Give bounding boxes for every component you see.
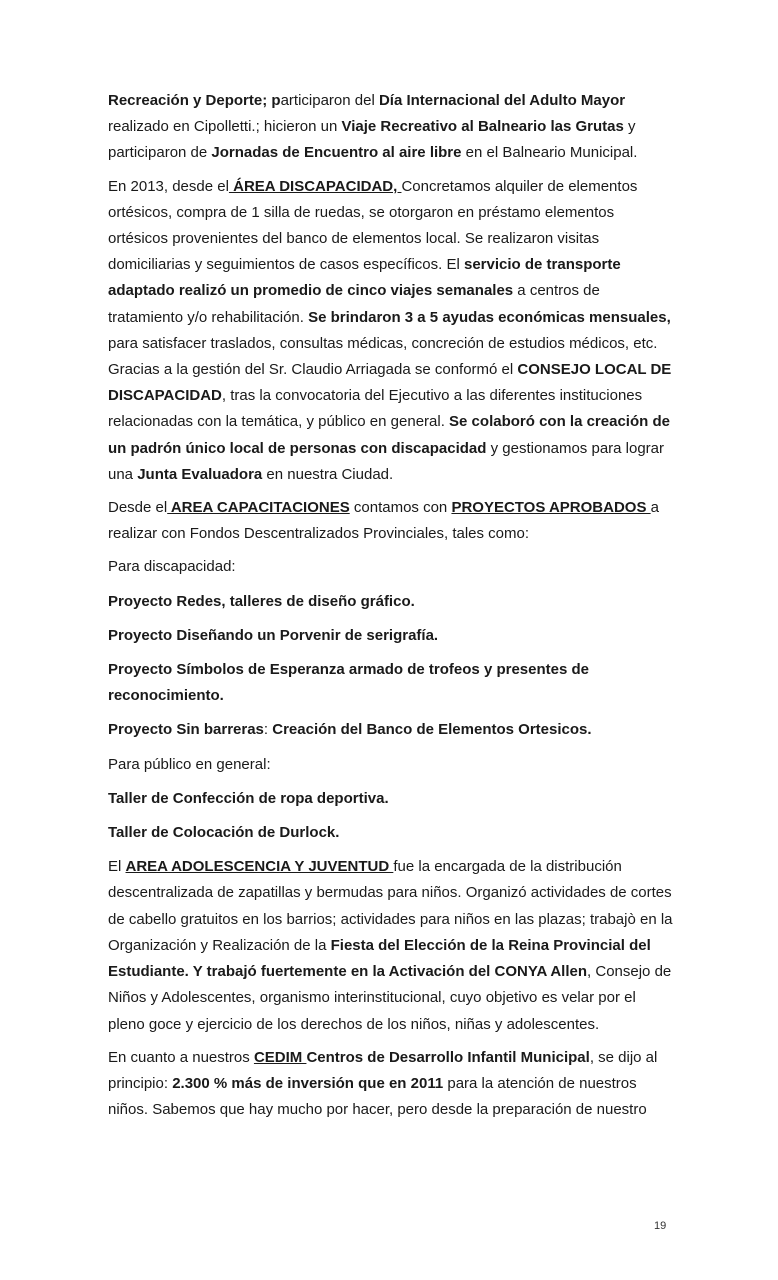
section-heading-adolescencia: AREA ADOLESCENCIA Y JUVENTUD (125, 858, 394, 876)
bold-text: Centros de Desarrollo Infantil Municipal (306, 1048, 590, 1066)
project-item (108, 717, 674, 743)
paragraph-adolescencia (108, 854, 674, 1037)
text: : (263, 721, 273, 739)
text: Concretamos alquiler de elementos ortésicos, compra de 1 silla de ruedas, se otorgaron en préstamo elementos ortésicos provenientes del banco de elementos local. Se realizaron visitas domiciliarias y seguimientos de casos específicos. El (108, 177, 638, 274)
list-heading-publico: Para público en general: (108, 755, 271, 773)
text: En 2013, desde el (108, 177, 229, 195)
paragraph-cedim (108, 1045, 674, 1124)
list-heading-discapacidad: Para discapacidad: (108, 558, 236, 576)
section-heading-discapacidad: ÁREA DISCAPACIDAD, (228, 177, 402, 195)
bold-text: CONSEJO LOCAL DE DISCAPACIDAD (108, 361, 672, 405)
text: a realizar con Fondos Descentralizados Provinciales, tales como: (108, 499, 659, 543)
text: , se dijo al principio: (108, 1048, 658, 1092)
text: para satisfacer traslados, consultas médicas, concreción de estudios médicos, etc. Gracias a la gestión del Sr. Claudio Arriagada se conformó el (108, 334, 658, 379)
bold-text: Fiesta del Elección de la Reina Provincial del Estudiante. Y trabajó fuertemente en la Activación del CONYA Allen (108, 936, 651, 981)
text: contamos con (349, 499, 452, 517)
bold-text: servicio de transporte adaptado realizó un promedio de cinco viajes semanales (108, 256, 621, 300)
paragraph-discapacidad (108, 174, 674, 488)
bold-text: Jornadas de Encuentro al aire libre (211, 144, 462, 162)
project-item (108, 589, 674, 615)
bold-text: Taller de Colocación de Durlock. (108, 824, 340, 842)
text: , tras la convocatoria del Ejecutivo a las diferentes instituciones relacionadas con la temática, y público en general. (108, 387, 643, 431)
document-body (108, 88, 674, 1130)
bold-text: Proyecto Sin barreras (108, 721, 264, 739)
text: El (108, 858, 126, 876)
workshop-item (108, 820, 674, 846)
bold-text: Se brindaron 3 a 5 ayudas económicas mensuales, (308, 308, 671, 326)
page-number: 19 (654, 1220, 667, 1232)
bold-text: Viaje Recreativo al Balneario las Grutas (341, 118, 624, 136)
bold-text: Proyecto Redes, talleres de diseño gráfico. (108, 592, 415, 610)
bold-text: Día Internacional del Adulto Mayor (378, 92, 626, 109)
text: y gestionamos para lograr una (108, 439, 665, 483)
text: para la atención de nuestros niños. Sabemos que hay mucho por hacer, pero desde la preparación de nuestro (108, 1074, 647, 1119)
bold-text: Creación del Banco de Elementos Ortesicos. (272, 721, 592, 739)
bold-text: Proyecto Diseñando un Porvenir de serigrafía. (108, 626, 439, 644)
text: en el Balneario Municipal. (461, 144, 638, 162)
workshop-item (108, 786, 674, 812)
text: a centros de tratamiento y/o rehabilitación. (108, 282, 600, 326)
bold-text: Taller de Confección de ropa deportiva. (108, 789, 389, 807)
text: realizado en Cipolletti.; hicieron un (108, 118, 342, 136)
project-item (108, 623, 674, 649)
bold-text: Proyecto Símbolos de Esperanza armado de trofeos y presentes de reconocimiento. (108, 661, 589, 705)
text: articiparon del (280, 92, 379, 109)
bold-text: 2.300 % más de inversión que en 2011 (172, 1074, 444, 1092)
project-item (108, 657, 674, 709)
paragraph-recreacion (108, 88, 674, 167)
text: fue la encargada de la distribución descentralizada de zapatillas y bermudas para niños. Organizó actividades de cortes de cabello gratuitos en los barrios; actividades para niños en las plazas; trabajò en la Organización y Realización de la (108, 858, 673, 954)
text: y participaron de (108, 118, 636, 162)
bold-text: Recreación y Deporte; p (108, 92, 281, 109)
text: en nuestra Ciudad. (262, 465, 394, 483)
section-heading-proyectos: PROYECTOS APROBADOS (451, 499, 651, 517)
section-heading-capacitaciones: AREA CAPACITACIONES (167, 499, 350, 517)
text: , Consejo de Niños y Adolescentes, organismo interinstitucional, cuyo objetivo es velar por el pleno goce y ejercicio de los derechos de los niños, niñas y adolescentes. (108, 963, 672, 1033)
bold-text: Junta Evaluadora (137, 465, 263, 483)
text: Desde el (108, 499, 168, 517)
paragraph-capacitaciones (108, 495, 674, 547)
section-heading-cedim: CEDIM (253, 1048, 307, 1066)
bold-text: Se colaboró con la creación de un padrón único local de personas con discapacidad (108, 413, 670, 457)
text: En cuanto a nuestros (108, 1048, 254, 1066)
